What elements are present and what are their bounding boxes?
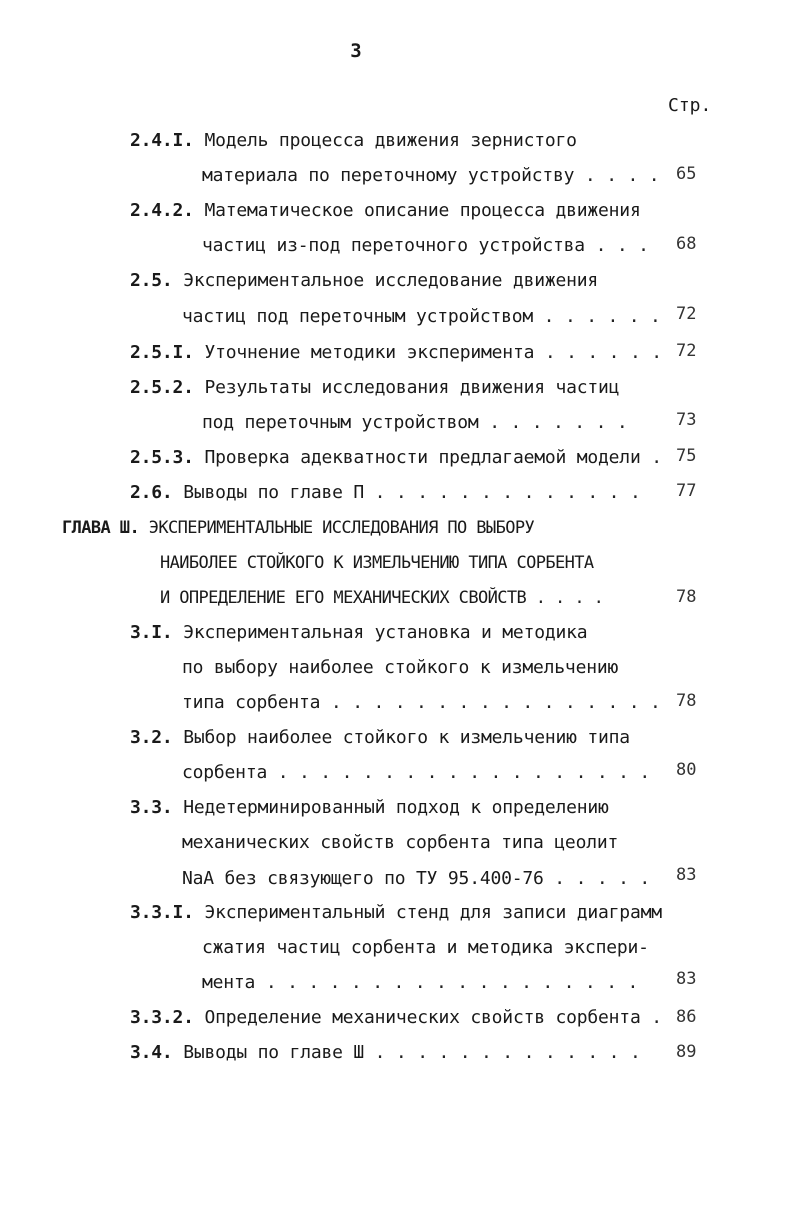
toc-entry-line — [130, 620, 587, 646]
toc-page-number: 86 — [676, 1007, 697, 1027]
toc-entry-text: Результаты исследования движения частиц — [204, 377, 620, 398]
toc-entry-line — [160, 550, 594, 576]
toc-entry-text: под переточным устройством — [202, 412, 479, 433]
toc-page-number: 78 — [676, 587, 697, 607]
toc-entry-line — [182, 866, 650, 892]
toc-entry-text: Выбор наиболее стойкого к измельчению типа — [183, 727, 630, 748]
toc-entry-text: механических свойств сорбента типа цеолит — [182, 832, 619, 853]
toc-dot-leader: . . . . . . . . . . . . . . . . — [320, 692, 661, 713]
toc-section-number: 3.3. — [130, 797, 184, 818]
toc-entry-line — [130, 480, 641, 506]
toc-entry-line — [182, 830, 618, 856]
toc-dot-leader: . . . . . . . . . . . . . — [364, 482, 641, 503]
toc-entry-text: частиц под переточным устройством — [182, 306, 534, 327]
toc-section-number: 2.4.I. — [130, 130, 205, 151]
toc-section-number: 2.6. — [130, 482, 184, 503]
toc-dot-leader: . . . . . . . — [478, 412, 628, 433]
toc-entry-text: Выводы по главе П — [183, 482, 365, 503]
toc-dot-leader: . . . . . . — [533, 306, 661, 327]
toc-page-number: 77 — [676, 481, 697, 501]
toc-entry-text: Экспериментальная установка и методика — [183, 622, 588, 643]
toc-page-number: 75 — [676, 446, 697, 466]
toc-entry-text: NaA без связующего по ТУ 95.400-76 — [182, 868, 544, 889]
toc-page-number: 68 — [676, 234, 697, 254]
toc-entry-line — [182, 690, 661, 716]
toc-dot-leader: . . . . . . — [534, 342, 662, 363]
page-number: 3 — [350, 40, 362, 62]
toc-section-number: 2.5. — [130, 270, 184, 291]
toc-entry-text: Модель процесса движения зернистого — [204, 130, 577, 151]
toc-entry-line — [62, 515, 534, 541]
toc-section-number: 3.2. — [130, 727, 184, 748]
toc-entry-text: сжатия частиц сорбента и методика экспери- — [202, 937, 649, 958]
toc-entry-line — [130, 268, 598, 294]
toc-dot-leader: . . . . . — [543, 868, 651, 889]
toc-dot-leader: . — [640, 447, 662, 468]
toc-page-number: 78 — [676, 691, 697, 711]
toc-section-number: 2.4.2. — [130, 200, 205, 221]
toc-entry-text: Выводы по главе Ш — [183, 1042, 365, 1063]
toc-entry-line — [130, 795, 609, 821]
toc-page-number: 80 — [676, 760, 697, 780]
toc-entry-text: Недетерминированный подход к определению — [183, 797, 609, 818]
toc-entry-line — [130, 900, 662, 926]
toc-page-number: 83 — [676, 969, 697, 989]
toc-entry-line — [182, 304, 661, 330]
toc-section-number: 2.5.I. — [130, 342, 205, 363]
toc-section-number: 3.4. — [130, 1042, 184, 1063]
toc-entry-line — [130, 725, 630, 751]
toc-dot-leader: . — [640, 1007, 662, 1028]
toc-dot-leader: . . . . . . . . . . . . . . . . . . — [255, 972, 639, 993]
toc-entry-line — [202, 970, 638, 996]
toc-entry-text: Определение механических свойств сорбента — [204, 1007, 641, 1028]
toc-section-number: ГЛАВА Ш. — [62, 518, 149, 538]
toc-section-number: 3.I. — [130, 622, 184, 643]
toc-entry-line — [130, 375, 619, 401]
toc-page-number: 72 — [676, 304, 697, 324]
toc-entry-text: частиц из-под переточного устройства — [202, 235, 585, 256]
toc-page-number: 83 — [676, 865, 697, 885]
toc-page-number: 72 — [676, 341, 697, 361]
toc-entry-text: Экспериментальное исследование движения — [183, 270, 599, 291]
toc-entry-text: по выбору наиболее стойкого к измельчению — [182, 657, 619, 678]
toc-entry-text: Проверка адекватности предлагаемой модели — [204, 447, 641, 468]
toc-entry-line — [202, 233, 649, 259]
toc-entry-line — [202, 163, 659, 189]
toc-dot-leader: . . . . — [526, 588, 604, 608]
toc-dot-leader: . . . — [584, 235, 649, 256]
toc-entry-line — [130, 198, 641, 224]
page-column-header: Стр. — [668, 95, 712, 116]
toc-dot-leader: . . . . — [574, 165, 660, 186]
toc-section-number: 2.5.2. — [130, 377, 205, 398]
toc-entry-line — [182, 760, 650, 786]
toc-entry-text: мента — [202, 972, 256, 993]
toc-entry-text: ЭКСПЕРИМЕНТАЛЬНЫЕ ИССЛЕДОВАНИЯ ПО ВЫБОРУ — [148, 518, 535, 538]
toc-entry-line — [130, 445, 662, 471]
toc-entry-text: Экспериментальный стенд для записи диаграмм — [204, 902, 662, 923]
toc-page-number: 73 — [676, 410, 697, 430]
toc-entry-text: типа сорбента — [182, 692, 321, 713]
toc-section-number: 3.3.I. — [130, 902, 205, 923]
toc-entry-text: материала по переточному устройству — [202, 165, 575, 186]
toc-entry-text: Уточнение методики эксперимента — [204, 342, 535, 363]
toc-entry-line — [130, 128, 577, 154]
toc-entry-text: сорбента — [182, 762, 268, 783]
toc-section-number: 2.5.3. — [130, 447, 205, 468]
toc-entry-text: Математическое описание процесса движения — [204, 200, 641, 221]
toc-dot-leader: . . . . . . . . . . . . . — [364, 1042, 641, 1063]
toc-section-number: 3.3.2. — [130, 1007, 205, 1028]
toc-entry-line — [130, 1005, 662, 1031]
toc-entry-line — [160, 585, 603, 611]
toc-entry-text: НАИБОЛЕЕ СТОЙКОГО К ИЗМЕЛЬЧЕНИЮ ТИПА СОРБЕНТА — [160, 553, 594, 573]
toc-entry-line — [202, 935, 649, 961]
toc-dot-leader: . . . . . . . . . . . . . . . . . . — [267, 762, 651, 783]
toc-entry-line — [130, 1040, 641, 1066]
toc-entry-text: И ОПРЕДЕЛЕНИЕ ЕГО МЕХАНИЧЕСКИХ СВОЙСТВ — [160, 588, 527, 608]
toc-page-number: 89 — [676, 1042, 697, 1062]
toc-entry-line — [182, 655, 618, 681]
toc-entry-line — [202, 410, 627, 436]
toc-page-number: 65 — [676, 164, 697, 184]
toc-entry-line — [130, 340, 662, 366]
